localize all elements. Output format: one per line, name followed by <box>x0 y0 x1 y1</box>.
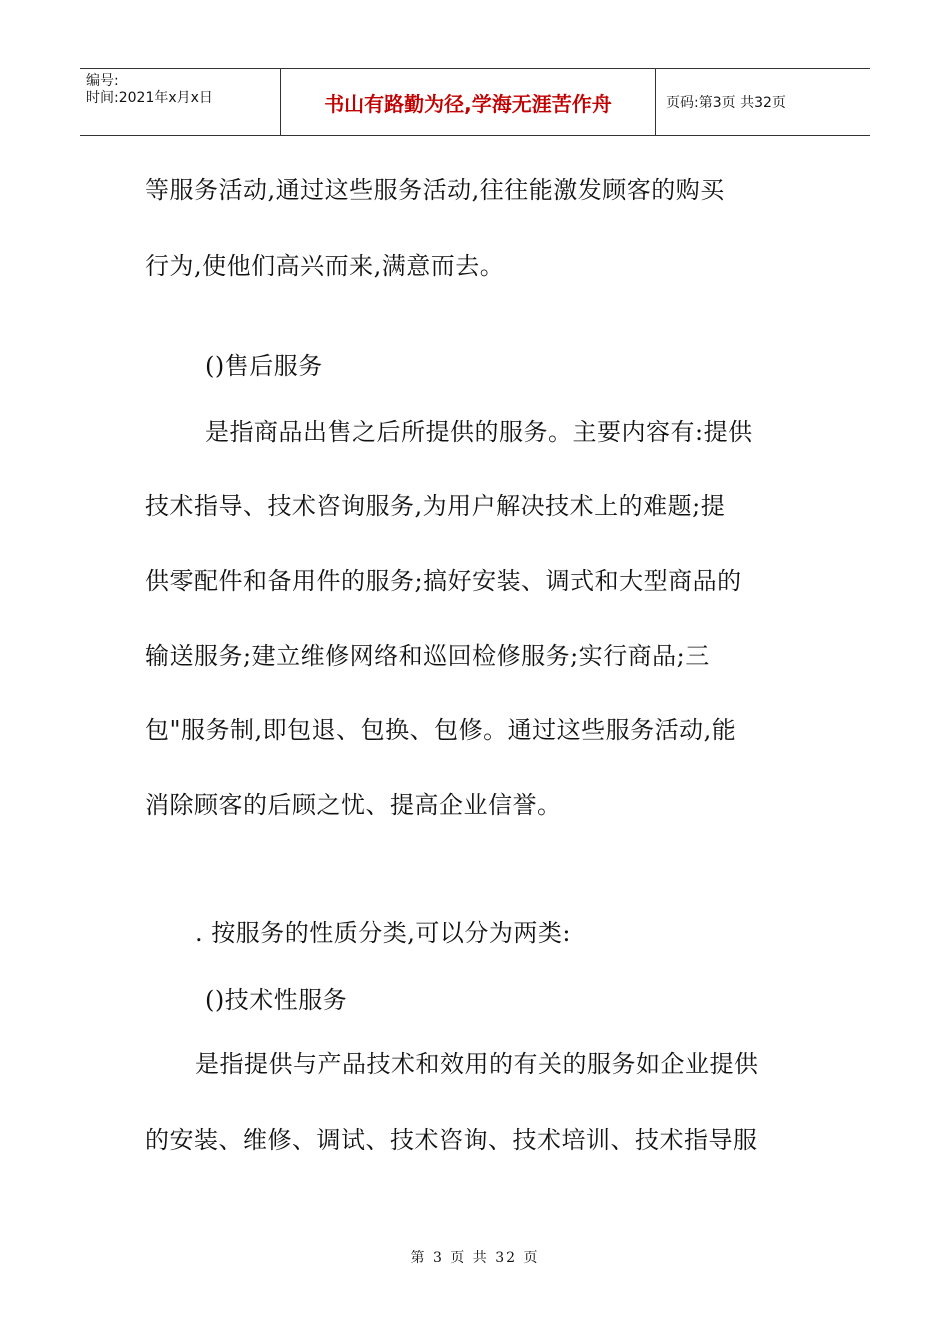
header-motto: 书山有路勤为径,学海无涯苦作舟 <box>281 69 656 135</box>
body-line: 是指提供与产品技术和效用的有关的服务如企业提供 <box>195 1050 759 1078</box>
section-heading: ()技术性服务 <box>205 986 348 1014</box>
body-line: 等服务活动,通过这些服务活动,往往能激发顾客的购买 <box>145 176 725 204</box>
body-line: 供零配件和备用件的服务;搞好安装、调式和大型商品的 <box>145 567 742 595</box>
section-heading: ()售后服务 <box>205 352 323 380</box>
body-line: 输送服务;建立维修网络和巡回检修服务;实行商品;三 <box>145 642 710 670</box>
body-line: 行为,使他们高兴而来,满意而去。 <box>145 252 505 280</box>
header-meta <box>80 69 281 135</box>
page-footer: 第 3 页 共 32 页 <box>410 1250 540 1266</box>
body-line: 是指商品出售之后所提供的服务。主要内容有:提供 <box>205 418 753 446</box>
body-line: 消除顾客的后顾之忧、提高企业信誉。 <box>145 791 562 819</box>
doc-time-label: 时间:2021年x月x日 <box>86 90 213 106</box>
header-page-info: 页码:第3页 共32页 <box>666 95 786 111</box>
doc-number-label: 编号: <box>86 73 119 89</box>
page-header <box>80 68 870 136</box>
body-line: 的安装、维修、调试、技术咨询、技术培训、技术指导服 <box>145 1126 758 1154</box>
section-heading: . 按服务的性质分类,可以分为两类: <box>195 919 571 947</box>
body-line: 包"服务制,即包退、包换、包修。通过这些服务活动,能 <box>145 716 737 744</box>
body-line: 技术指导、技术咨询服务,为用户解决技术上的难题;提 <box>145 492 726 520</box>
